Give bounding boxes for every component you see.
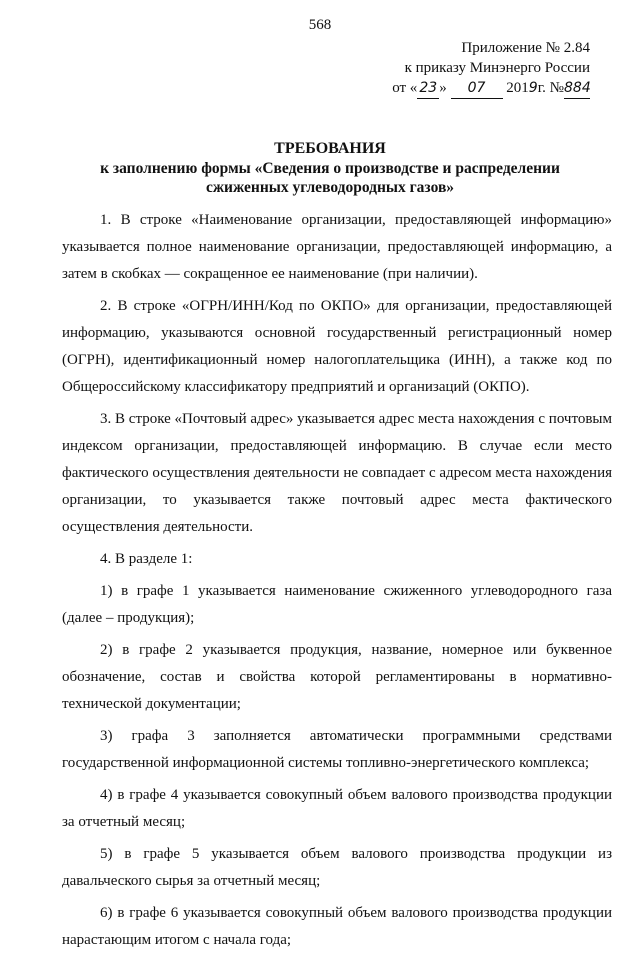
handwritten-month: 07 <box>451 78 503 99</box>
requirements-body <box>62 207 612 959</box>
appendix-block <box>392 38 590 99</box>
page-number: 568 <box>308 17 332 33</box>
year-prefix: 201 <box>506 80 529 96</box>
handwritten-order-number: 884 <box>564 78 590 99</box>
order-number-label: г. № <box>537 80 564 96</box>
title-subheading: к заполнению формы «Сведения о производстве и распределении сжиженных углеводородных газов» <box>100 160 560 196</box>
paragraph-1: 1. В строке «Наименование организации, предоставляющей информацию» указывается полное наименование организации, предоставляющей информацию, а затем в скобках — сокращенное ее наименование (при наличии). <box>62 212 612 282</box>
paragraph-4-2: 2) в графе 2 указывается продукция, название, номерное или буквенное обозначение, состав и свойства которой регламентированы в нормативно-технической документации; <box>62 642 612 712</box>
paragraph-4-6: 6) в графе 6 указывается совокупный объем валового производства продукции нарастающим итогом с начала года; <box>62 905 612 948</box>
paragraph-4-3: 3) графа 3 заполняется автоматически программными средствами государственной информационной системы топливно-энергетического комплекса; <box>62 728 612 771</box>
date-prefix: от « <box>392 80 418 96</box>
paragraph-4-5: 5) в графе 5 указывается объем валового производства продукции из давальческого сырья за отчетный месяц; <box>62 846 612 889</box>
order-date-line <box>392 78 590 99</box>
handwritten-year-digit: 9 <box>528 80 538 96</box>
document-title <box>60 139 600 197</box>
appendix-title: Приложение № 2.84 <box>461 40 590 56</box>
date-day-close: » <box>439 80 447 96</box>
paragraph-4-4: 4) в графе 4 указывается совокупный объем валового производства продукции за отчетный месяц; <box>62 787 612 830</box>
handwritten-day: 23 <box>417 78 439 99</box>
paragraph-4-1: 1) в графе 1 указывается наименование сжиженного углеводородного газа (далее – продукция); <box>62 583 612 626</box>
paragraph-3: 3. В строке «Почтовый адрес» указывается адрес места нахождения с почтовым индексом организации, предоставляющей информацию. В случае если место фактического осуществления деятельности не совпадает с адресом места нахождения организации, то указывается также почтовый адрес места фактического осуществления деятельности. <box>62 411 612 535</box>
paragraph-4: 4. В разделе 1: <box>100 551 193 567</box>
paragraph-2: 2. В строке «ОГРН/ИНН/Код по ОКПО» для организации, предоставляющей информацию, указываются основной государственный регистрационный номер (ОГРН), идентификационный номер налогоплательщика (ИНН), а также код по Общероссийскому классификатору предприятий и организаций (ОКПО). <box>62 298 612 395</box>
title-heading: ТРЕБОВАНИЯ <box>274 140 386 157</box>
order-reference: к приказу Минэнерго России <box>404 60 590 76</box>
